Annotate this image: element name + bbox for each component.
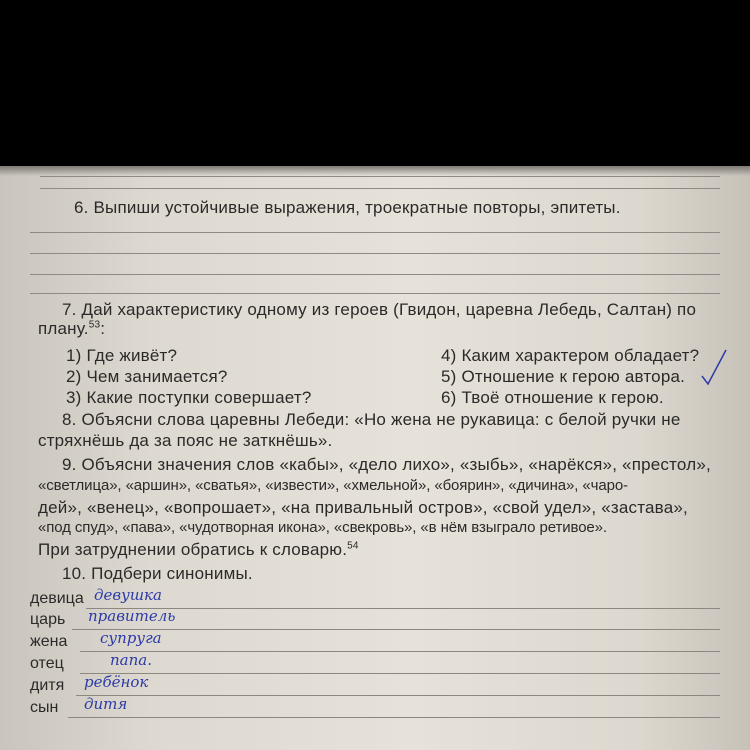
ruled-line [30, 253, 720, 254]
handwritten-answer: ребёнок [84, 673, 149, 691]
task-7-line-1: 7. Дай характеристику одному из героев (Гвидон, царевна Лебедь, Салтан) по [62, 300, 697, 319]
plan-question-5: 5) Отношение к герою автора. [441, 367, 686, 386]
plan-question-1: 1) Где живёт? [66, 346, 178, 365]
synonym-word: сын [30, 699, 59, 716]
answer-line [86, 608, 720, 609]
plan-question-2: 2) Чем занимается? [66, 367, 228, 386]
handwritten-answer: дитя [84, 695, 128, 713]
task-9-line-5: При затруднении обратись к словарю.$^{54}$ [38, 540, 359, 559]
plan-question-3: 3) Какие поступки совершает? [66, 388, 312, 407]
plan-question-4: 4) Каким характером обладает? [441, 346, 700, 365]
task-8-line-2: стряхнёшь да за пояс не заткнёшь». [38, 431, 333, 450]
task-9-line-3: дей», «венец», «вопрошает», «на привальный остров», «свой удел», «застава», [38, 498, 688, 517]
task-7-line-2: плану.$^{53}$: [38, 319, 106, 338]
plan-question-6: 6) Твоё отношение к герою. [441, 388, 664, 407]
ruled-line [30, 293, 720, 294]
synonym-word: дитя [30, 677, 65, 694]
task-8-line-1: 8. Объясни слова царевны Лебеди: «Но жена не рукавица: с белой ручки не [62, 410, 681, 429]
answer-line [80, 651, 720, 652]
synonym-word: девица [30, 590, 84, 607]
synonym-word: жена [30, 633, 68, 650]
task-9-line-4: «под спуд», «пава», «чудотворная икона», «свекровь», «в нём взыграло ретивое». [38, 519, 607, 536]
page-edge-shadow [0, 166, 750, 176]
answer-line [68, 717, 720, 718]
answer-line [72, 629, 720, 630]
task-9-line-2: «светлица», «аршин», «сватья», «извести», «хмельной», «боярин», «дичина», «чаро- [38, 477, 628, 494]
handwritten-answer: правитель [88, 607, 176, 625]
synonym-word: отец [30, 655, 64, 672]
ruled-line [30, 232, 720, 233]
ruled-line [30, 274, 720, 275]
handwritten-answer: папа. [110, 651, 152, 669]
answer-line [80, 673, 720, 674]
answer-line [76, 695, 720, 696]
ruled-line [40, 188, 720, 189]
ruled-line [40, 176, 720, 177]
task-9-line-1: 9. Объясни значения слов «кабы», «дело лихо», «зыбь», «нарёкся», «престол», [62, 455, 711, 474]
workbook-page [0, 166, 750, 750]
task-6-text: 6. Выпиши устойчивые выражения, троекратные повторы, эпитеты. [74, 198, 621, 217]
footnote-ref-53: 53 [88, 319, 101, 331]
handwritten-answer: девушка [94, 586, 162, 604]
task-10-title: 10. Подбери синонимы. [62, 564, 253, 583]
footnote-ref-54: 54 [347, 540, 359, 552]
checkmark-icon [700, 346, 730, 386]
handwritten-answer: супруга [100, 629, 162, 647]
synonym-word: царь [30, 611, 66, 628]
